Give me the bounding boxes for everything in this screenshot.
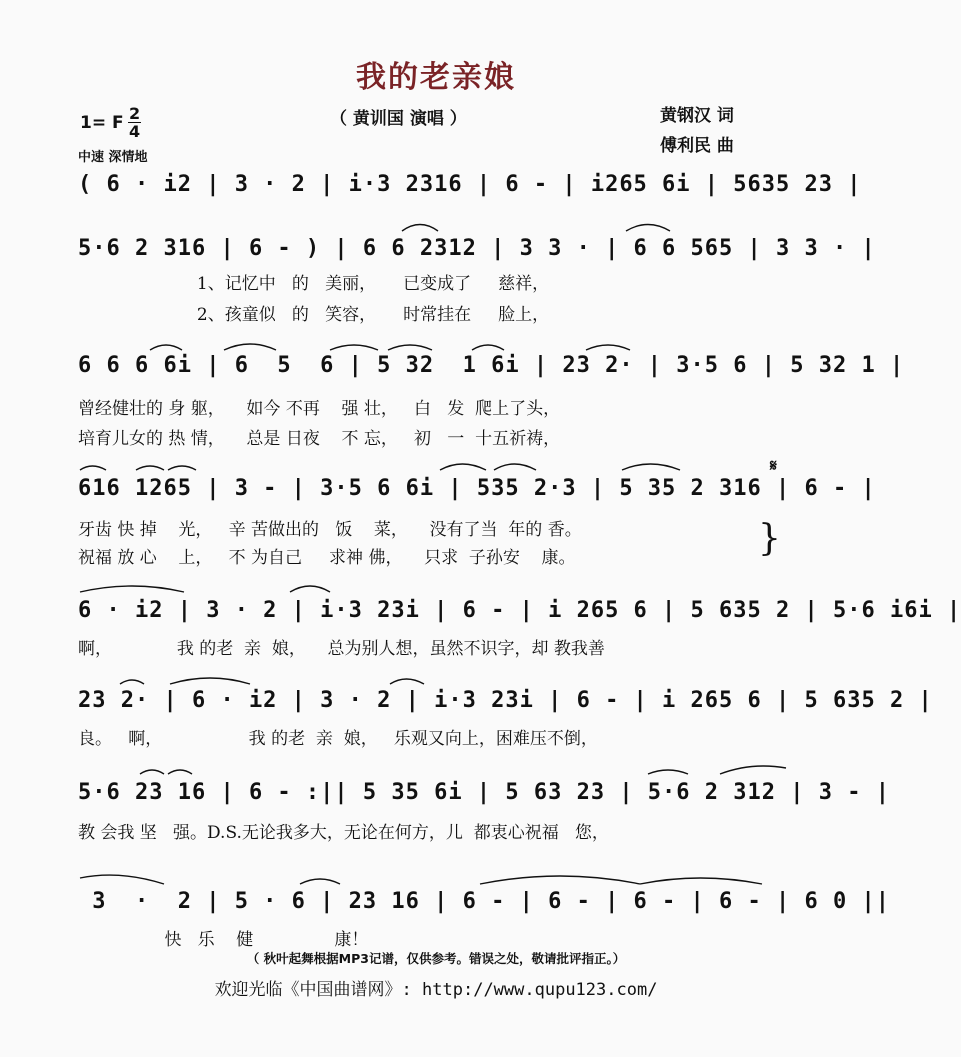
notation-row-2: 5·6 2 316 | 6 - ) | 6 6 2312 | 3 3 · | 6 6 565 | 3 3 · | xyxy=(78,236,876,261)
notation-row-1: ( 6 · i2 | 3 · 2 | i·3 2316 | 6 - | i265 6i | 5635 23 | xyxy=(78,172,862,197)
time-signature-top: 2 xyxy=(129,104,141,123)
lyric-row-6: 良。 啊， 我 的老 亲 娘， 乐观又向上，困难压不倒， xyxy=(78,729,598,749)
tempo-marking: 中速 深情地 xyxy=(78,150,148,165)
lyric-row-4-verse-2: 祝福 放 心 上， 不 为自己 求神 佛， 只求 子孙安 康。 xyxy=(78,548,576,568)
slur xyxy=(626,225,670,232)
notation-row-4: 616 1265 | 3 - | 3·5 6 6i | 535 2·3 | 5 35 2 316 | 6 - | xyxy=(78,476,876,501)
slur xyxy=(170,678,250,684)
slur xyxy=(140,770,164,774)
lyric-row-3-verse-2: 培育儿女的 热 情， 总是 日夜 不 忘， 初 一 十五祈祷， xyxy=(78,429,561,449)
singer-credit: （ 黄训国 演唱 ） xyxy=(330,109,467,129)
slur xyxy=(300,879,340,884)
composer-credit: 傅利民 曲 xyxy=(660,136,734,156)
lyric-row-7: 教 会我 坚 强。D.S.无论我多大，无论在何方，儿 都衷心祝福 您， xyxy=(78,823,609,843)
lyric-row-8: 快 乐 健 康！ xyxy=(78,930,369,950)
lyric-row-4-verse-1: 牙齿 快 掉 光， 辛 苦做出的 饭 菜， 没有了当 年的 香。 xyxy=(78,520,582,540)
slur xyxy=(330,345,378,350)
time-signature-bottom: 4 xyxy=(129,122,141,141)
song-title: 我的老亲娘 xyxy=(356,60,516,95)
slur xyxy=(224,344,276,350)
notation-row-3: 6 6 6 6i | 6 5 6 | 5 32 1 6i | 23 2· | 3·5 6 | 5 32 1 | xyxy=(78,353,905,378)
slur xyxy=(80,466,106,470)
slur xyxy=(136,466,164,470)
slur xyxy=(720,766,786,774)
slur xyxy=(622,464,680,470)
slur xyxy=(150,345,182,350)
lyric-row-2-verse-2: 2、孩童似 的 笑容， 时常挂在 脸上， xyxy=(78,305,550,325)
slur xyxy=(388,345,432,350)
slur xyxy=(390,679,424,684)
transcription-footnote: （ 秋叶起舞根据MP3记谱，仅供参考。错误之处，敬请批评指正。） xyxy=(246,951,626,966)
segno-sign: 𝄋 xyxy=(770,456,777,475)
lyric-row-5: 啊， 我 的老 亲 娘， 总为别人想，虽然不识字，却 教我善 xyxy=(78,639,605,659)
lyricist-credit: 黄钢汉 词 xyxy=(660,106,734,126)
time-signature xyxy=(128,105,141,140)
verse-brace: } xyxy=(758,518,781,559)
notation-row-8: 3 · 2 | 5 · 6 | 23 16 | 6 - | 6 - | 6 - | 6 - | 6 0 || xyxy=(78,889,890,914)
slur xyxy=(494,464,536,470)
slur xyxy=(648,770,688,774)
slur xyxy=(168,770,192,774)
slur xyxy=(402,225,438,232)
lyric-row-3-verse-1: 曾经健壮的 身 躯， 如今 不再 强 壮， 白 发 爬上了头， xyxy=(78,399,561,419)
website-credit: 欢迎光临《中国曲谱网》: http://www.qupu123.com/ xyxy=(214,980,658,1000)
slur xyxy=(120,680,144,684)
lyric-row-2-verse-1: 1、记忆中 的 美丽， 已变成了 慈祥， xyxy=(78,274,550,294)
slur xyxy=(80,875,164,884)
slur xyxy=(472,345,504,350)
notation-row-7: 5·6 23 16 | 6 - :|| 5 35 6i | 5 63 23 | 5·6 2 312 | 3 - | xyxy=(78,780,890,805)
slur xyxy=(80,586,184,592)
slur xyxy=(640,878,762,884)
slur xyxy=(586,345,630,350)
slur xyxy=(290,586,330,592)
slur xyxy=(480,876,640,884)
notation-row-5: 6 · i2 | 3 · 2 | i·3 23i | 6 - | i 265 6 | 5 635 2 | 5·6 i6i | xyxy=(78,598,961,623)
key-signature: 1= F xyxy=(80,113,124,133)
notation-row-6: 23 2· | 6 · i2 | 3 · 2 | i·3 23i | 6 - | i 265 6 | 5 635 2 | xyxy=(78,688,933,713)
slur xyxy=(440,464,486,470)
slur xyxy=(168,466,196,470)
